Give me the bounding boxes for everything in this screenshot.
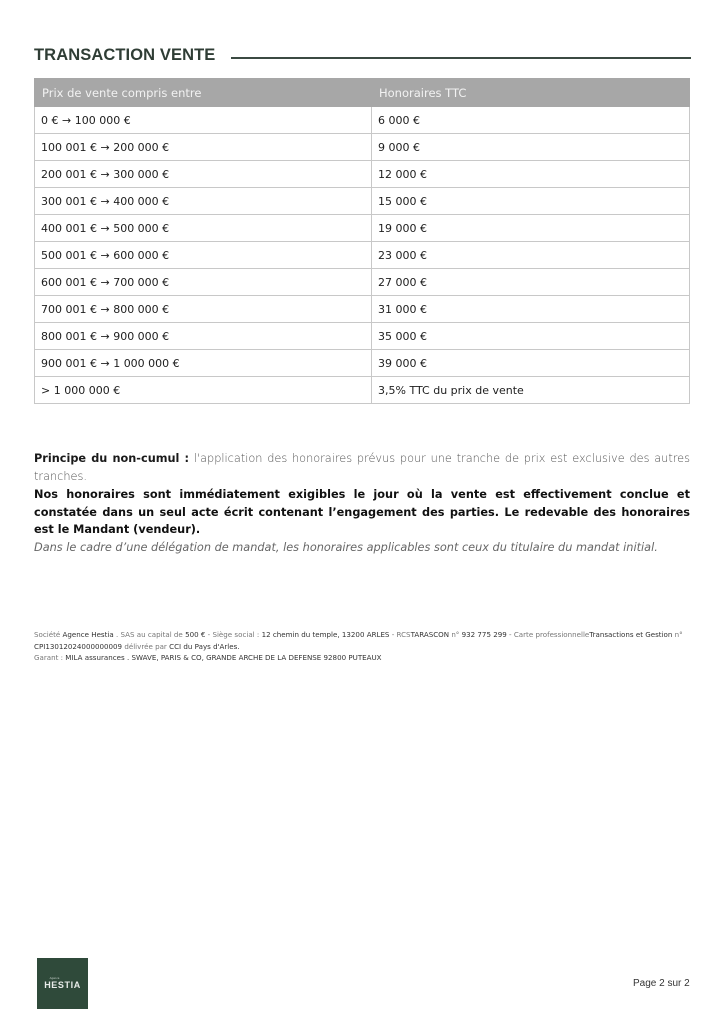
- price-range-cell: 700 001 € → 800 000 €: [35, 296, 372, 323]
- price-range-cell: 200 001 € → 300 000 €: [35, 161, 372, 188]
- hestia-logo: [37, 958, 88, 1009]
- delegation-paragraph: Dans le cadre d’une délégation de mandat, les honoraires applicables sont ceux du titulaire du mandat initial.: [34, 541, 658, 554]
- non-cumul-text: l'application des honoraires prévus pour une tranche de prix est exclusive des autres tranches.: [34, 452, 691, 483]
- price-range-cell: 800 001 € → 900 000 €: [35, 323, 372, 350]
- price-range-cell: 100 001 € → 200 000 €: [35, 134, 372, 161]
- table-row: [35, 242, 690, 269]
- table-row: [35, 296, 690, 323]
- fee-cell: 9 000 €: [372, 134, 690, 161]
- legal-label: délivrée par: [124, 641, 167, 651]
- fee-cell: 12 000 €: [372, 161, 690, 188]
- fee-cell: 23 000 €: [372, 242, 690, 269]
- fee-cell: 35 000 €: [372, 323, 690, 350]
- fee-cell: 19 000 €: [372, 215, 690, 242]
- table-row: [35, 107, 690, 134]
- table-row: [35, 350, 690, 377]
- table-row: [35, 134, 690, 161]
- logo-agence-text: Agence: [49, 977, 60, 980]
- legal-label: - RCS: [391, 630, 411, 639]
- price-range-cell: 400 001 € → 500 000 €: [35, 215, 372, 242]
- non-cumul-label: Principe du non-cumul :: [34, 452, 190, 465]
- non-cumul-paragraph: [34, 450, 690, 485]
- table-row: [35, 215, 690, 242]
- legal-label: - Carte professionnelle: [509, 630, 590, 639]
- price-range-cell: 900 001 € → 1 000 000 €: [35, 350, 372, 377]
- legal-label: Garant :: [34, 653, 64, 662]
- company-address: 12 chemin du temple, 13200 ARLES: [261, 630, 390, 639]
- table-row: [35, 377, 690, 404]
- fee-cell: 15 000 €: [372, 188, 690, 215]
- fees-table: [34, 78, 690, 404]
- legal-label: Société: [34, 630, 61, 639]
- legal-label: n°: [451, 630, 460, 639]
- card-type: Transactions et Gestion: [589, 630, 673, 639]
- price-range-cell: 600 001 € → 700 000 €: [35, 269, 372, 296]
- card-number: CPI13012024000000009: [34, 641, 123, 651]
- guarantor: MILA assurances . SWAVE, PARIS & CO, GRANDE ARCHE DE LA DEFENSE 92800 PUTEAUX: [65, 653, 382, 662]
- exigibility-paragraph: Nos honoraires sont immédiatement exigibles le jour où la vente est effectivement conclue et constatée dans un seul acte écrit contenant l’engagement des parties. Le redevable des honoraires est le Mandant (vendeur).: [34, 488, 690, 536]
- page-number: Page 2 sur 2: [633, 978, 690, 989]
- legal-label: n°: [674, 630, 683, 639]
- fee-cell: 31 000 €: [372, 296, 690, 323]
- legal-label: . SAS au capital de: [116, 630, 183, 639]
- title-divider: [231, 57, 691, 59]
- capital-value: 500 €: [185, 630, 206, 639]
- table-row: [35, 269, 690, 296]
- rcs-city: TARASCON: [410, 630, 450, 639]
- price-range-cell: 500 001 € → 600 000 €: [35, 242, 372, 269]
- price-range-cell: 300 001 € → 400 000 €: [35, 188, 372, 215]
- company-name: Agence Hestia: [62, 630, 114, 639]
- fee-cell: 27 000 €: [372, 269, 690, 296]
- table-header-row: [35, 79, 690, 107]
- card-issuer: CCI du Pays d'Arles.: [169, 641, 240, 651]
- column-header-fees: Honoraires TTC: [372, 79, 690, 107]
- fee-cell: 3,5% TTC du prix de vente: [372, 377, 690, 404]
- fee-cell: 39 000 €: [372, 350, 690, 377]
- logo-hestia-text: HESTIA: [44, 980, 81, 990]
- price-range-cell: 0 € → 100 000 €: [35, 107, 372, 134]
- section-title: TRANSACTION VENTE: [34, 46, 216, 64]
- legal-notice: [34, 629, 694, 664]
- table-row: [35, 161, 690, 188]
- rcs-number: 932 775 299: [461, 630, 507, 639]
- fee-cell: 6 000 €: [372, 107, 690, 134]
- price-range-cell: > 1 000 000 €: [35, 377, 372, 404]
- table-row: [35, 323, 690, 350]
- table-row: [35, 188, 690, 215]
- legal-label: - Siège social :: [207, 630, 260, 639]
- column-header-price-range: Prix de vente compris entre: [35, 79, 372, 107]
